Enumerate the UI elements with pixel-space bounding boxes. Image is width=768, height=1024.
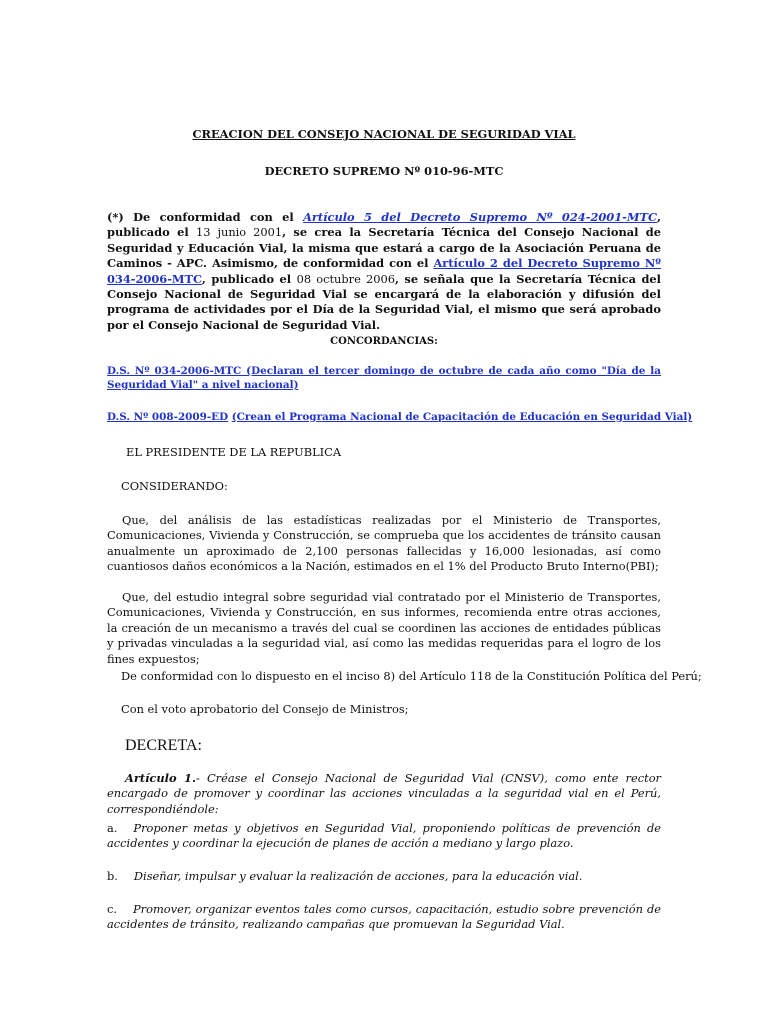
decreta-heading: DECRETA:: [125, 737, 202, 754]
concordancia-link-2a[interactable]: D.S. Nº 008-2009-ED: [107, 411, 229, 423]
concordancias-heading: CONCORDANCIAS:: [330, 336, 438, 347]
link-articulo-5[interactable]: Artículo 5 del Decreto Supremo Nº 024-2001-MTC: [303, 210, 658, 224]
concordancia-link-1[interactable]: D.S. Nº 034-2006-MTC (Declaran el tercer domingo de octubre de cada año como "Día de la Seguridad Vial" a nivel nacional): [107, 365, 661, 391]
concordancia-item-2: [107, 410, 692, 424]
intro-paragraph: [107, 210, 661, 333]
intro-text-2: , publicado el: [107, 210, 661, 240]
concordancia-item-1: [107, 364, 661, 392]
intro-date-1: 13 junio 2001: [195, 225, 283, 240]
item-b-label: b.: [107, 869, 118, 883]
considerando-heading: CONSIDERANDO:: [121, 479, 228, 493]
intro-text-1: (*) De conformidad con el: [107, 210, 304, 224]
president-heading: EL PRESIDENTE DE LA REPUBLICA: [126, 445, 342, 459]
item-a-label: a.: [107, 821, 118, 835]
item-a-text: Proponer metas y objetivos en Seguridad Vial, proponiendo políticas de prevención de accidentes y coordinar la ejecución de planes de acción a mediano y largo plazo.: [107, 821, 661, 851]
document-subtitle: DECRETO SUPREMO Nº 010-96-MTC: [264, 164, 504, 178]
link-articulo-2[interactable]: Artículo 2 del Decreto Supremo Nº 034-2006-MTC: [107, 256, 661, 286]
item-c-text: Promover, organizar eventos tales como cursos, capacitación, estudio sobre prevención de accidentes de tránsito, realizando campañas que promuevan la Seguridad Vial.: [107, 902, 661, 932]
considerando-paragraph-1: Que, del análisis de las estadísticas realizadas por el Ministerio de Transportes, Comunicaciones, Vivienda y Construcción, se comprueba que los accidentes de tránsito causan anualmente un aproximado de 2,100 personas fallecidas y 16,000 lesionadas, así como cuantiosos daños económicos a la Nación, estimados en el 1% del Producto Bruto Interno(PBI);: [107, 513, 661, 574]
intro-text-5: , se señala que la Secretaría Técnica del Consejo Nacional de Seguridad Vial se encargará de la elaboración y difusión del programa de actividades por el Día de la Seguridad Vial, el mismo que será aprobado por el Consejo Nacional de Seguridad Vial.: [107, 271, 661, 332]
intro-date-2: 08 octubre 2006: [296, 271, 395, 286]
document-title: CREACION DEL CONSEJO NACIONAL DE SEGURIDAD VIAL: [192, 127, 576, 141]
intro-text-3: , se crea la Secretaría Técnica del Consejo Nacional de Seguridad y Educación Vial, la misma que estará a cargo de la Asociación Peruana de Caminos - APC. Asimismo, de conformidad con el: [107, 225, 661, 271]
considerando-paragraph-2: Que, del estudio integral sobre seguridad vial contratado por el Ministerio de Transportes, Comunicaciones, Vivienda y Construcción, en sus informes, recomienda entre otras acciones, la creación de un mecanismo a través del cual se coordinen las acciones de entidades públicas y privadas vinculadas a la seguridad vial, así como las medidas requeridas para el logro de los fines expuestos;: [107, 590, 661, 666]
item-c: [107, 902, 661, 933]
concordancia-link-2b[interactable]: (Crean el Programa Nacional de Capacitación de Educación en Seguridad Vial): [231, 411, 693, 423]
article-1-label: Artículo 1.: [125, 771, 196, 785]
intro-text-4: , publicado el: [201, 271, 297, 286]
item-a: [107, 821, 661, 852]
considerando-paragraph-3: De conformidad con lo dispuesto en el inciso 8) del Artículo 118 de la Constitución Política del Perú;: [121, 669, 702, 683]
item-b-text: Diseñar, impulsar y evaluar la realización de acciones, para la educación vial.: [133, 869, 583, 883]
item-c-label: c.: [107, 902, 118, 916]
article-1-text: - Créase el Consejo Nacional de Seguridad Vial (CNSV), como ente rector encargado de promover y coordinar las acciones vinculadas a la seguridad vial en el Perú, correspondiéndole:: [107, 771, 661, 816]
item-b: [107, 869, 582, 884]
article-1-paragraph: [107, 771, 661, 817]
considerando-paragraph-4: Con el voto aprobatorio del Consejo de Ministros;: [121, 702, 409, 716]
